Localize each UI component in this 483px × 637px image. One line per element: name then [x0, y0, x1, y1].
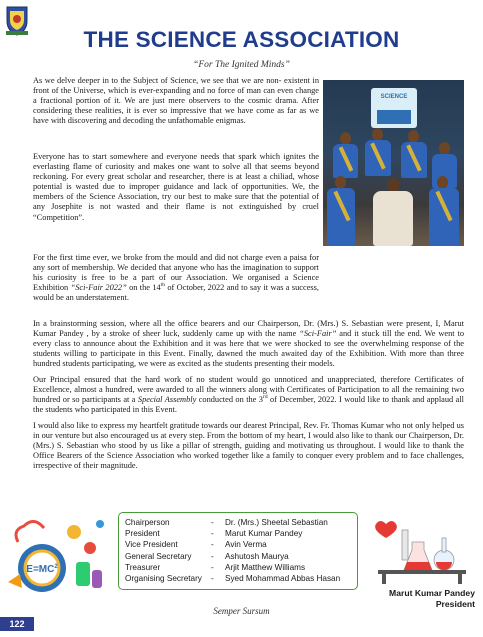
office-bearer-row [125, 517, 340, 528]
bearer-dash: - [211, 518, 214, 527]
page-title: THE SCIENCE ASSOCIATION [83, 27, 400, 52]
bearer-name: Arjit Matthew Williams [225, 562, 306, 572]
paragraph-intro: As we delve deeper in to the Subject of Science, we see that we are non- existent in front of the Universe, which is ever-expanding and no force of man can even change a fractional portion of it. We are just mere observers to the cosmic drama. After considering these realities, it is ever so impressive that we have come as far as we have with discovering and decoding the unfathomable enigmas. [33, 76, 319, 126]
office-bearers-table [125, 517, 340, 584]
science-doodle-illustration [4, 512, 114, 596]
bearer-role: General Secretary [125, 551, 192, 561]
paragraph-curiosity: Everyone has to start somewhere and everyone needs that spark which ignites the everlasting flame of curiosity and makes one want to solve all that seems beyond reckoning. For every great scholar and researcher, there is at least a chiliad, whose potential is wasted due to improper guidance and lack of opportunities. We, the members of the Science Association, try our best to make sure that the potential of any Josephite is not wasted and their flame is not extinguished by cruel “Competition”. [33, 152, 319, 222]
footer-motto: Semper Sursum [213, 606, 270, 616]
office-bearer-row [125, 539, 340, 550]
bearer-dash: - [211, 551, 214, 561]
bearer-name: Ashutosh Maurya [225, 551, 289, 561]
office-bearer-row [125, 573, 340, 584]
science-banner [371, 88, 417, 128]
bearer-name: Avin Verma [225, 540, 267, 550]
bearer-dash: - [211, 562, 214, 572]
bearer-name: Syed Mohammad Abbas Hasan [225, 574, 341, 584]
formula-superscript: 2 [54, 564, 58, 570]
bearer-role: Treasurer [125, 562, 161, 572]
office-bearer-row [125, 562, 340, 573]
bearer-role: Chairperson [125, 518, 170, 527]
banner-text: SCIENCE [380, 94, 408, 100]
bearer-name: Marut Kumar Pandey [225, 529, 303, 539]
office-bearer-row [125, 528, 340, 539]
bearer-dash: - [211, 540, 214, 550]
signature-name: Marut Kumar Pandey [389, 588, 475, 598]
group-photo [323, 80, 464, 246]
signature-role: President [435, 599, 475, 609]
paragraph-membership: For the first time ever, we broke from the mould and did not charge even a paisa for any sort of membership. We decided that anyone who has the imagination to support his curiosity is free to be a part of our Association. We organised a Science Exhibition “Sci-Fair 2022” on the 14th of October, 2022 and to say it was a success, would be an understatement. [33, 253, 319, 303]
office-bearer-row [125, 551, 340, 562]
page-number: 122 [0, 617, 34, 631]
paragraph-certificates: Our Principal ensured that the hard work of no student would go unnoticed and unappreciated, therefore Certificates of Excellence, almost a hundred, were awarded to all the winners along with Certificates of Participation to all the remaining two hundred or so participants at a Special Assembly conducted on the 3rd of December, 2022. I would like to thank and applaud all the students who participated in this Event. [33, 375, 464, 415]
svg-text:E=MC2 [26, 564, 58, 575]
office-bearers-box [118, 512, 358, 590]
bearer-role: President [125, 529, 160, 539]
page-subtitle: “For The Ignited Minds” [193, 60, 290, 70]
bearer-role: Organising Secretary [125, 574, 202, 584]
paragraph-brainstorming: In a brainstorming session, where all the office bearers and our Chairperson, Dr. (Mrs.) S. Sebastian were present, I, Marut Kumar Pandey , by a stroke of sheer luck, suddenly came up with the name “Sci-Fair” and it stuck till the end. We went to every class to announce about the Exhibition and it was here that we were shocked to see the overwhelming response of the students willing to participate in this Event. Finally, dawned the much awaited day of the Exhibition. With more than three hundred students participating, we were as excited as the students presenting their models. [33, 319, 464, 369]
formula-text: E=MC [26, 564, 55, 575]
laboratory-illustration [372, 520, 468, 586]
bearer-name: Dr. (Mrs.) Sheetal Sebastian [225, 518, 328, 527]
paragraph-gratitude: I would also like to express my heartfelt gratitude towards our dearest Principal, Rev. Fr. Thomas Kumar who not only helped us in our venture but also encouraged us at every step. From the bottom of my heart, I would also like to thank our Chairperson, Dr. (Mrs.) S. Sebastian who stood by us like a pillar of strength, guiding and motivating us throughout. I would like to thank the Office Bearers of the Science Association who worked together like a family to conquer every problem and to face challenges, irrespective of their magnitude. [33, 421, 464, 471]
bearer-role: Vice President [125, 540, 178, 550]
bearer-dash: - [211, 574, 214, 584]
bearer-dash: - [211, 529, 214, 539]
